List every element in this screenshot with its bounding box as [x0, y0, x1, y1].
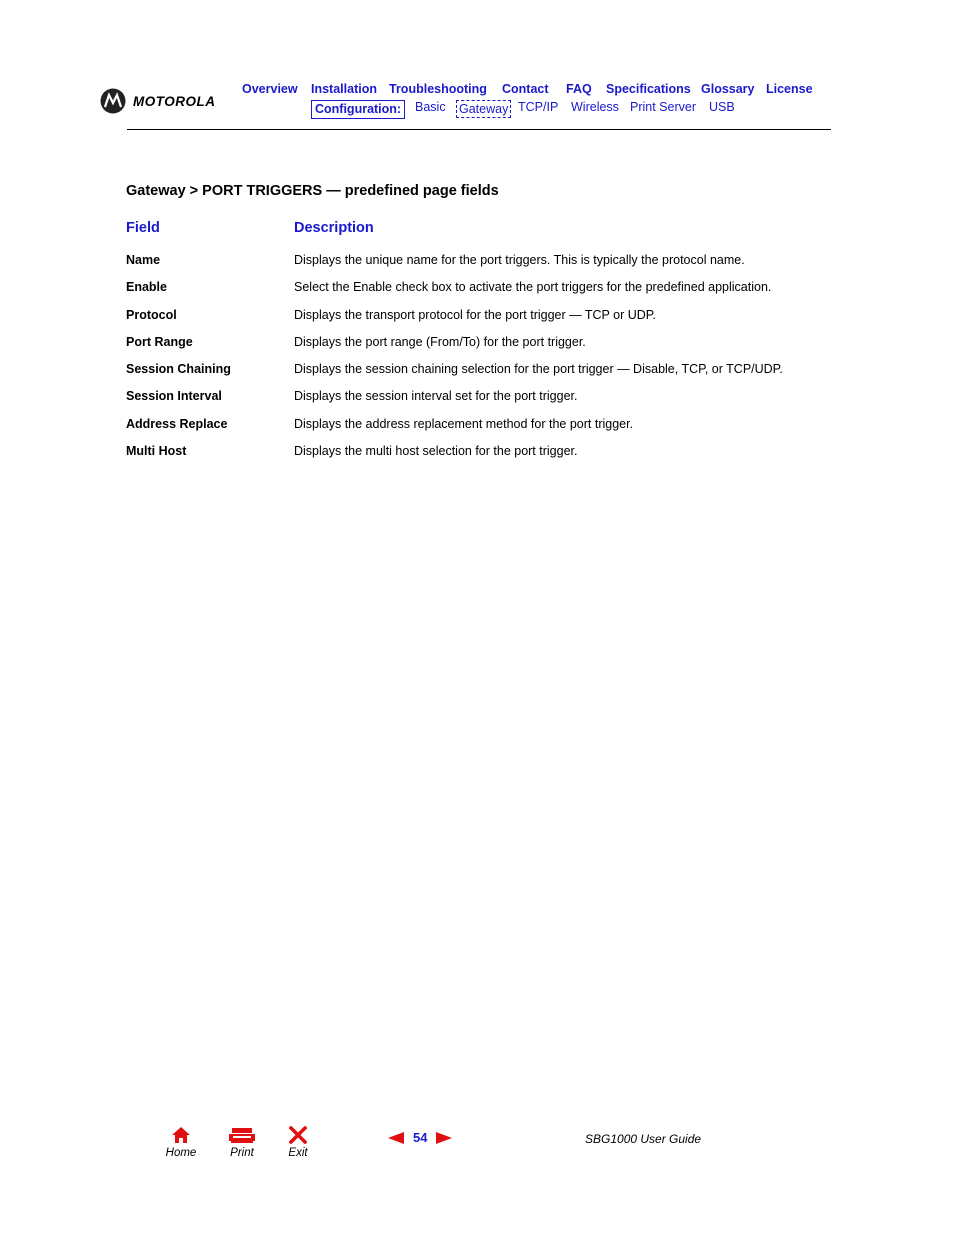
previous-page-icon[interactable] — [388, 1132, 404, 1144]
motorola-batwing-icon — [100, 88, 126, 114]
table-row — [126, 280, 846, 307]
nav-installation[interactable]: Installation — [311, 82, 377, 96]
header-divider — [127, 129, 831, 130]
field-name: Name — [126, 253, 161, 267]
field-name: Multi Host — [126, 444, 187, 459]
page-navigation — [388, 1130, 452, 1145]
print-label: Print — [230, 1147, 254, 1159]
exit-button[interactable] — [286, 1126, 310, 1159]
page-number: 54 — [413, 1130, 428, 1145]
field-description: Select the Enable check box to activate the port triggers for the predefined application. — [294, 280, 772, 295]
configuration-button[interactable]: Configuration: — [311, 100, 405, 119]
nav-gateway[interactable]: Gateway — [456, 100, 511, 118]
brand-name: MOTOROLA — [133, 93, 216, 109]
nav-basic[interactable]: Basic — [415, 100, 446, 114]
field-description: Displays the unique name for the port triggers. This is typically the protocol name. — [294, 253, 745, 267]
table-row — [126, 362, 846, 389]
nav-print-server[interactable]: Print Server — [630, 100, 696, 114]
field-description: Displays the address replacement method for the port trigger. — [294, 416, 634, 431]
nav-troubleshooting[interactable]: Troubleshooting — [389, 82, 487, 96]
nav-contact[interactable]: Contact — [502, 82, 549, 96]
field-name: Enable — [126, 280, 167, 295]
field-description: Displays the transport protocol for the port trigger — TCP or UDP. — [294, 307, 656, 322]
field-name: Port Range — [126, 334, 193, 349]
print-button[interactable] — [226, 1126, 258, 1159]
home-button[interactable] — [164, 1126, 198, 1159]
home-icon — [171, 1126, 191, 1144]
field-description: Displays the session interval set for the port trigger. — [294, 389, 578, 404]
field-name: Address Replace — [126, 416, 228, 431]
nav-tcpip[interactable]: TCP/IP — [518, 100, 559, 114]
field-description: Displays the multi host selection for the port trigger. — [294, 444, 578, 459]
field-description: Displays the session chaining selection for the port trigger — Disable, TCP, or TCP/UDP. — [294, 362, 783, 377]
next-page-icon[interactable] — [436, 1132, 452, 1144]
table-row — [126, 389, 846, 416]
field-name: Protocol — [126, 307, 177, 322]
table-row — [126, 335, 846, 362]
close-icon — [289, 1126, 307, 1144]
fields-table — [126, 253, 846, 471]
home-label: Home — [165, 1147, 197, 1159]
printer-icon — [228, 1126, 256, 1144]
nav-glossary[interactable]: Glossary — [701, 82, 755, 96]
column-header-field: Field — [126, 220, 160, 236]
nav-license[interactable]: License — [766, 82, 813, 96]
motorola-logo — [100, 88, 216, 114]
nav-specifications[interactable]: Specifications — [606, 82, 691, 96]
nav-overview[interactable]: Overview — [242, 82, 298, 96]
nav-faq[interactable]: FAQ — [566, 82, 592, 96]
field-description: Displays the port range (From/To) for the port trigger. — [294, 334, 586, 349]
table-row — [126, 444, 846, 471]
field-name: Session Chaining — [126, 362, 231, 377]
table-row — [126, 417, 846, 444]
exit-label: Exit — [288, 1147, 308, 1159]
table-row — [126, 253, 846, 280]
table-row — [126, 308, 846, 335]
guide-title: SBG1000 User Guide — [585, 1132, 702, 1146]
page-title: Gateway > PORT TRIGGERS — predefined page fields — [126, 183, 499, 199]
field-name: Session Interval — [126, 389, 222, 404]
nav-wireless[interactable]: Wireless — [571, 100, 619, 114]
column-header-description: Description — [294, 220, 374, 236]
nav-usb[interactable]: USB — [709, 100, 735, 114]
